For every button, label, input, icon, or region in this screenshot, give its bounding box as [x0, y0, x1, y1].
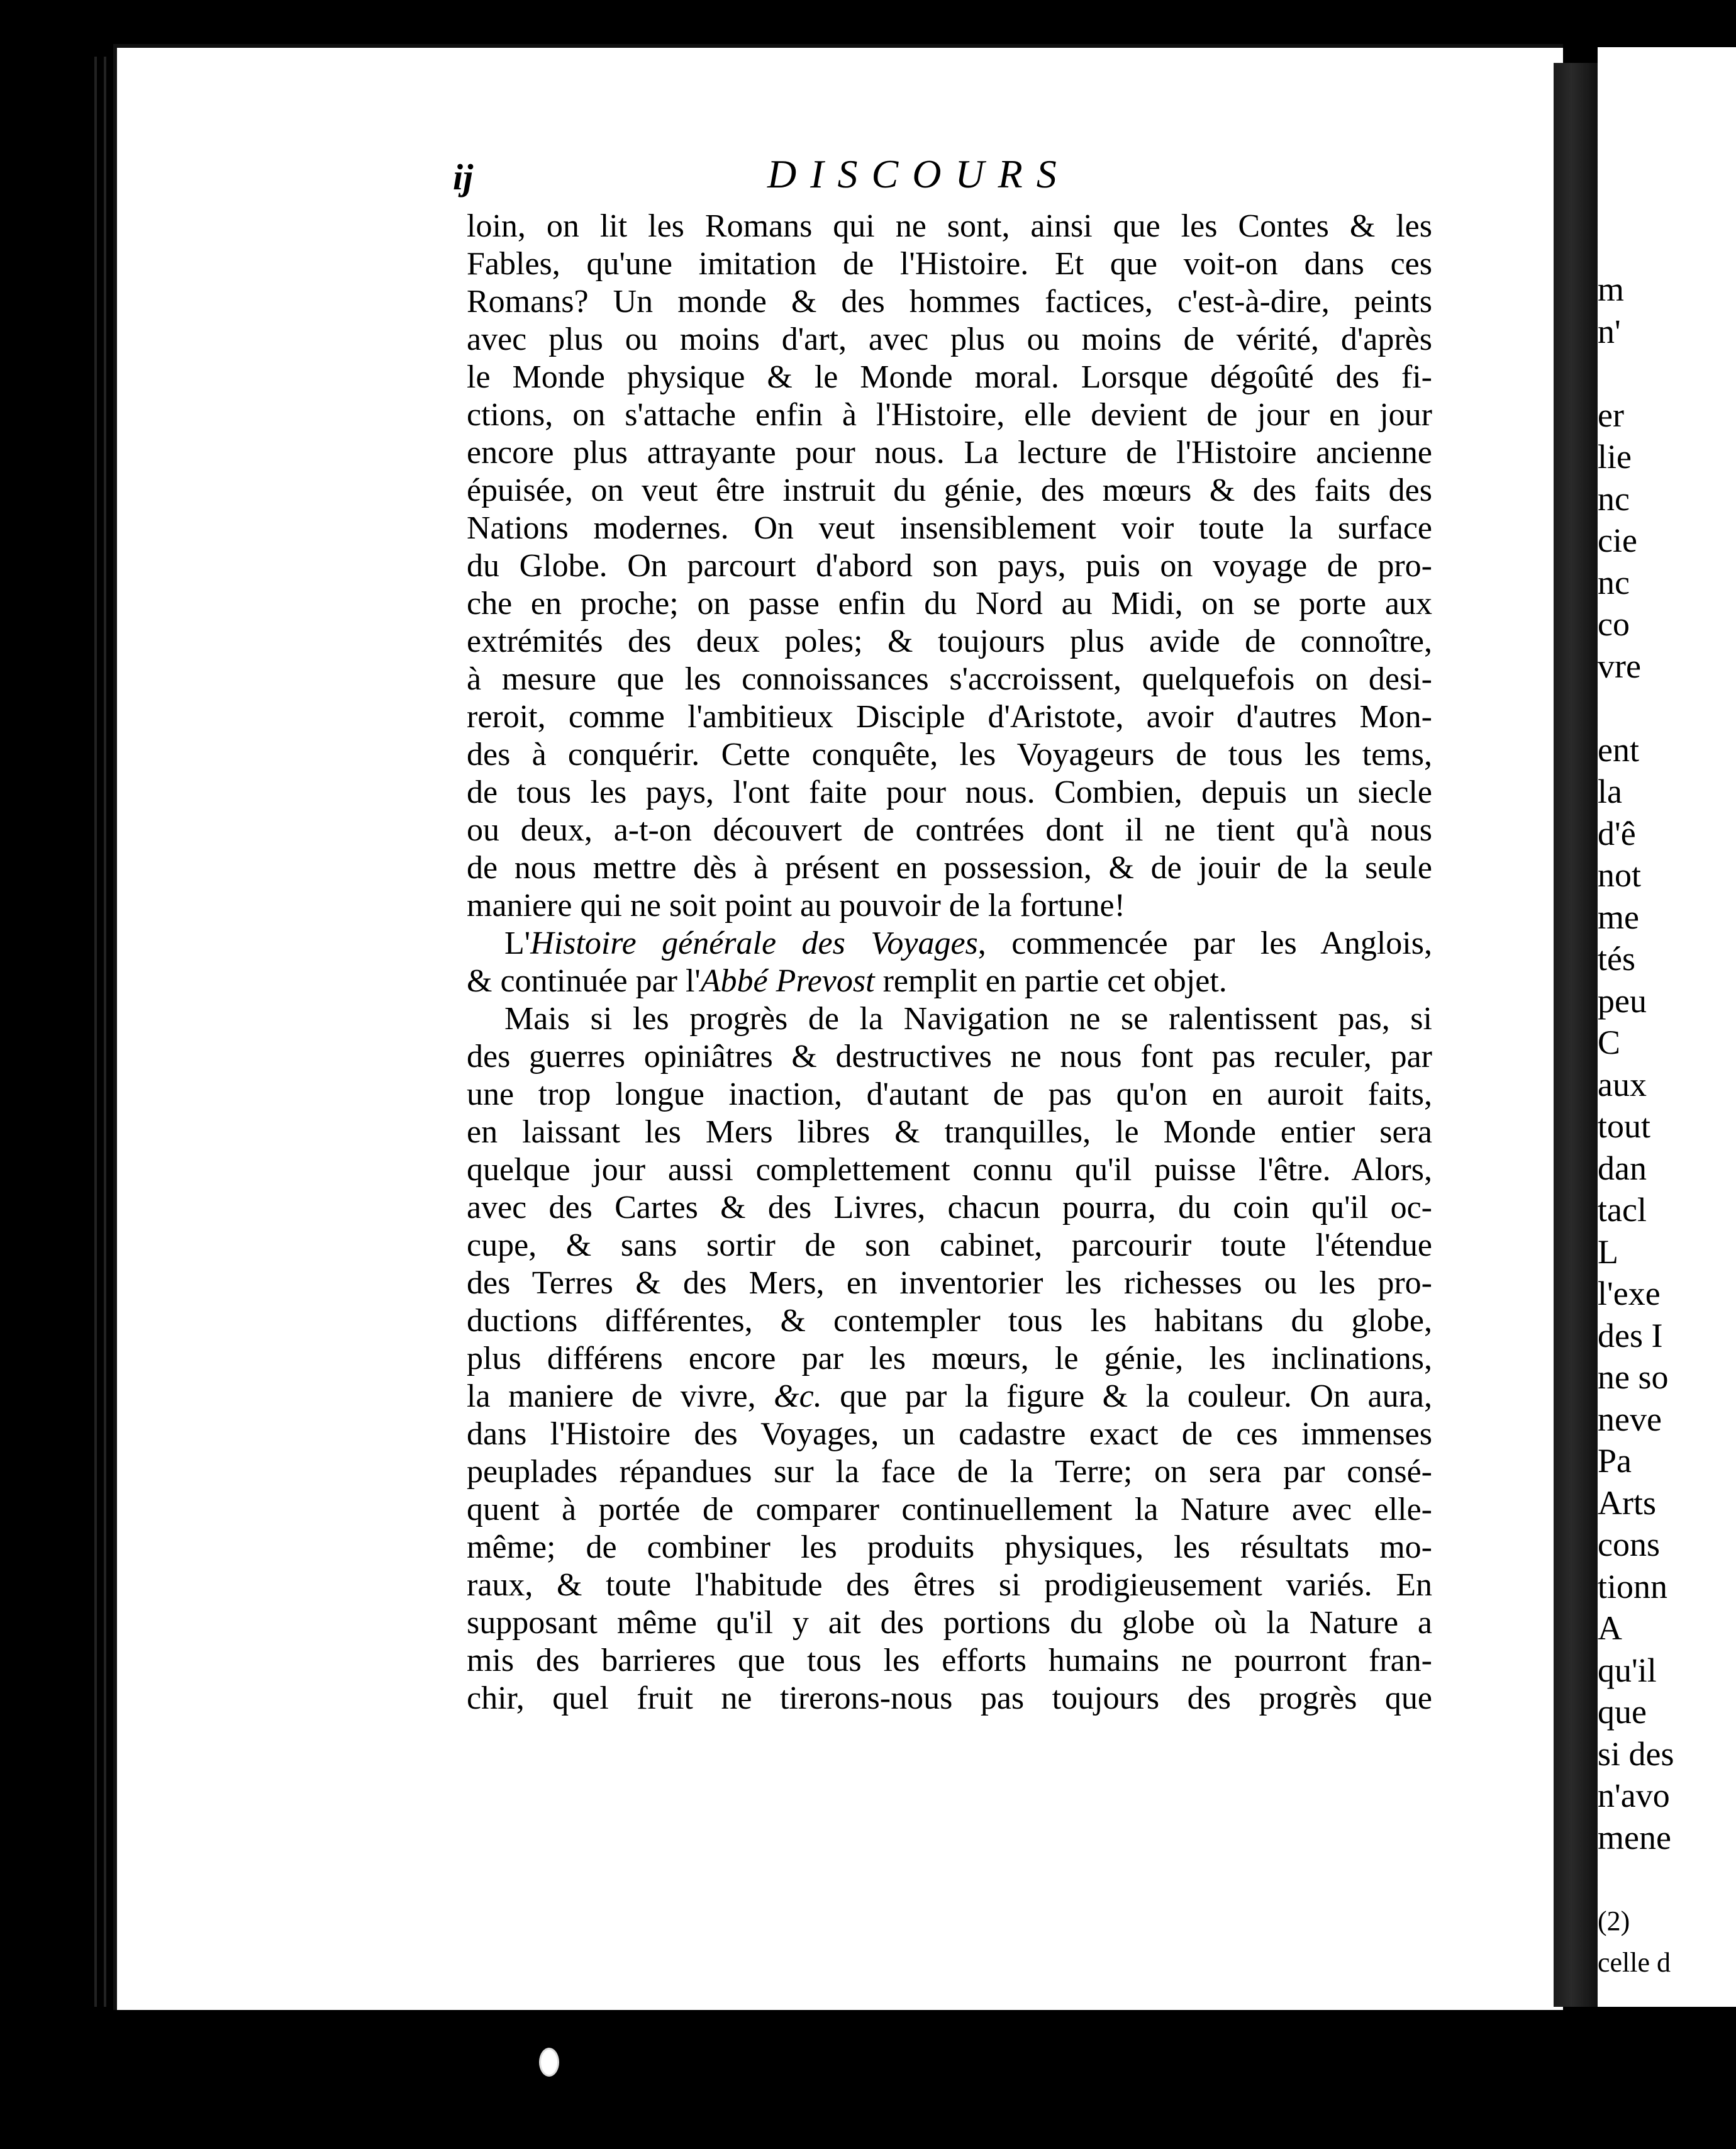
text-line: des guerres opiniâtres & destructives ne nous font pas reculer, par	[467, 1039, 1432, 1074]
ink-blot-mark	[541, 2050, 557, 2075]
paragraph-1	[467, 208, 1432, 925]
right-page-line: cie	[1598, 522, 1637, 559]
right-page-line: neve	[1598, 1400, 1662, 1438]
text-line: à mesure que les connoissances s'accroissent, quelquefois on desi-	[467, 661, 1432, 697]
text-line: encore plus attrayante pour nous. La lecture de l'Histoire ancienne	[467, 435, 1432, 471]
right-page-line: L	[1598, 1232, 1618, 1271]
text-line: Fables, qu'une imitation de l'Histoire. Et que voit-on dans ces	[467, 246, 1432, 282]
right-page-line: n'avo	[1598, 1777, 1670, 1814]
right-page-line: qu'il	[1598, 1651, 1657, 1689]
right-page-line: tionn	[1598, 1567, 1668, 1605]
right-page-line: m	[1598, 271, 1625, 308]
book-gutter-shadow	[1554, 63, 1598, 2007]
text-line: Nations modernes. On veut insensiblement voir toute la surface	[467, 510, 1432, 546]
text-line: du Globe. On parcourt d'abord son pays, puis on voyage de pro-	[467, 548, 1432, 584]
text-line: avec des Cartes & des Livres, chacun pourra, du coin qu'il oc-	[467, 1190, 1432, 1225]
text-line: quelque jour aussi complettement connu qu'il puisse l'être. Alors,	[467, 1152, 1432, 1188]
right-page-line: Arts	[1598, 1483, 1656, 1522]
right-page-line: aux	[1598, 1065, 1647, 1103]
right-page-line: n'	[1598, 312, 1621, 350]
text-line: extrémités des deux poles; & toujours plus avide de connoître,	[467, 623, 1432, 659]
text-line: ou deux, a-t-on découvert de contrées dont il ne tient qu'à nous	[467, 812, 1432, 848]
right-page-line: d'ê	[1598, 814, 1636, 852]
text-line: mis des barrieres que tous les efforts humains ne pourront fran-	[467, 1643, 1432, 1678]
right-page-line: Pa	[1598, 1442, 1632, 1480]
text-line: Romans? Un monde & des hommes factices, c'est-à-dire, peints	[467, 284, 1432, 320]
right-page-line: er	[1598, 396, 1624, 434]
text-line: raux, & toute l'habitude des êtres si prodigieusement variés. En	[467, 1567, 1432, 1603]
text-line: le Monde physique & le Monde moral. Lorsque dégoûté des fi-	[467, 359, 1432, 395]
right-page-line: A	[1598, 1609, 1622, 1647]
right-page-line: (2)	[1598, 1905, 1630, 1936]
right-page-line: me	[1598, 898, 1639, 936]
text-line: maniere qui ne soit point au pouvoir de la fortune!	[467, 888, 1125, 924]
text-line: en laissant les Mers libres & tranquilles, le Monde entier sera	[467, 1114, 1432, 1150]
right-page-line: la	[1598, 773, 1622, 810]
text-line: la maniere de vivre, &c. que par la figure & la couleur. On aura,	[467, 1378, 1432, 1414]
text-line: L'Histoire générale des Voyages, commencée par les Anglois,	[504, 925, 1432, 961]
right-page-line: celle d	[1598, 1947, 1671, 1978]
right-page	[1598, 47, 1736, 2007]
right-page-line: tacl	[1598, 1191, 1647, 1229]
text-line: de tous les pays, l'ont faite pour nous. Combien, depuis un siecle	[467, 774, 1432, 810]
text-line: des à conquérir. Cette conquête, les Voyageurs de tous les tems,	[467, 737, 1432, 773]
text-line: de nous mettre dès à présent en possession, & de jouir de la seule	[467, 850, 1432, 886]
body-text	[467, 208, 1432, 1717]
text-line: & continuée par l'Abbé Prevost remplit en partie cet objet.	[467, 963, 1227, 999]
text-line: plus différens encore par les mœurs, le génie, les inclinations,	[467, 1341, 1432, 1376]
page-header	[453, 151, 1434, 214]
right-page-line: peu	[1598, 981, 1647, 1020]
right-page-line: l'exe	[1598, 1275, 1661, 1312]
right-page-line: not	[1598, 856, 1642, 894]
right-page-line: dan	[1598, 1149, 1647, 1187]
right-page-line: nc	[1598, 479, 1630, 518]
text-line: loin, on lit les Romans qui ne sont, ainsi que les Contes & les	[467, 208, 1432, 244]
right-page-line: mene	[1598, 1818, 1671, 1856]
text-line: ductions différentes, & contempler tous les habitans du globe,	[467, 1303, 1432, 1339]
text-line: épuisée, on veut être instruit du génie, des mœurs & des faits des	[467, 472, 1432, 508]
right-page-line: cons	[1598, 1526, 1660, 1563]
right-page-line: que	[1598, 1693, 1647, 1731]
text-line: dans l'Histoire des Voyages, un cadastre exact de ces immenses	[467, 1416, 1432, 1452]
right-page-line: si des	[1598, 1734, 1674, 1773]
text-line: Mais si les progrès de la Navigation ne se ralentissent pas, si	[504, 1001, 1432, 1037]
text-line: des Terres & des Mers, en inventorier les richesses ou les pro-	[467, 1265, 1432, 1301]
text-line: reroit, comme l'ambitieux Disciple d'Aristote, avoir d'autres Mon-	[467, 699, 1432, 735]
right-page-line: lie	[1598, 438, 1632, 476]
page-number: ij	[453, 157, 474, 198]
text-line: quent à portée de comparer continuellement la Nature avec elle-	[467, 1492, 1432, 1527]
running-head: DISCOURS	[767, 152, 1071, 196]
right-page-line: co	[1598, 605, 1630, 643]
right-page-line: vre	[1598, 647, 1641, 685]
paragraph-3	[467, 1000, 1432, 1378]
page-edge-line	[104, 57, 106, 2007]
text-line: avec plus ou moins d'art, avec plus ou moins de vérité, d'après	[467, 321, 1432, 357]
text-line: cupe, & sans sortir de son cabinet, parcourir toute l'étendue	[467, 1227, 1432, 1263]
paragraph-4	[467, 1415, 1432, 1717]
text-line: peuplades répandues sur la face de la Terre; on sera par consé-	[467, 1454, 1432, 1490]
right-page-line: ent	[1598, 730, 1639, 769]
text-line: une trop longue inaction, d'autant de pas qu'on en auroit faits,	[467, 1076, 1432, 1112]
text-line: che en proche; on passe enfin du Nord au Midi, on se porte aux	[467, 586, 1432, 622]
text-line: même; de combiner les produits physiques, les résultats mo-	[467, 1529, 1432, 1565]
right-page-line: tout	[1598, 1107, 1651, 1145]
text-line: supposant même qu'il y ait des portions du globe où la Nature a	[467, 1605, 1432, 1641]
right-page-line: C	[1598, 1024, 1621, 1061]
right-page-line: ne so	[1598, 1358, 1669, 1396]
text-line: chir, quel fruit ne tirerons-nous pas toujours des progrès que	[467, 1680, 1432, 1716]
text-line: ctions, on s'attache enfin à l'Histoire, elle devient de jour en jour	[467, 397, 1432, 433]
right-page-line: nc	[1598, 563, 1630, 601]
right-page-line: des I	[1598, 1316, 1663, 1354]
right-page-line: tés	[1598, 940, 1635, 978]
page-edge-line	[94, 57, 97, 2007]
